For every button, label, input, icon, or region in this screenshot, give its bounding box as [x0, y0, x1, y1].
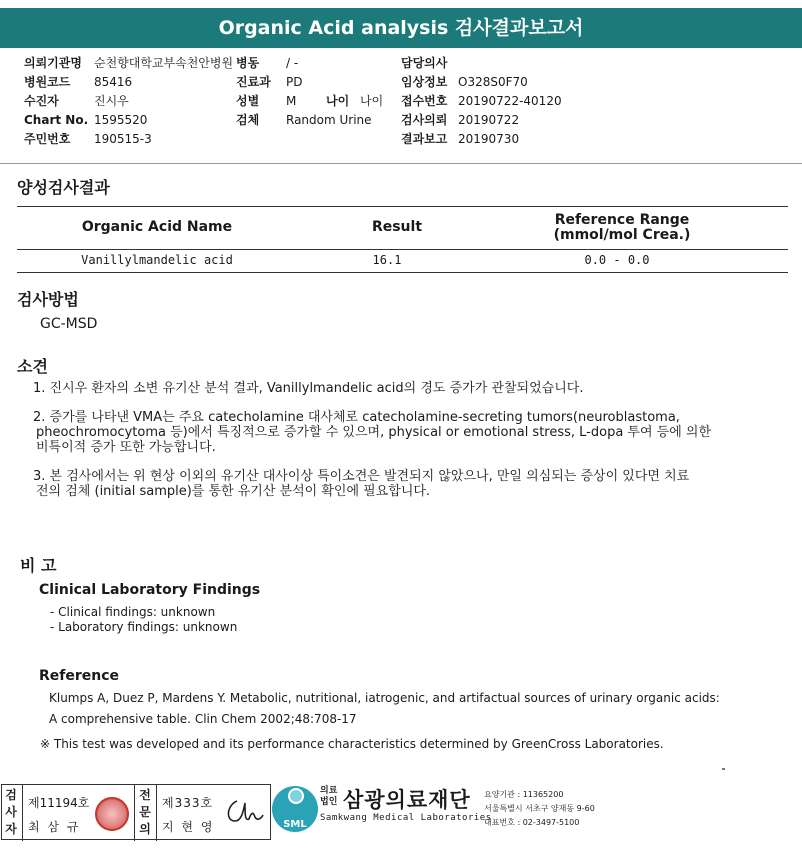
finding-item: [33, 469, 793, 499]
info-label: 검사의뢰: [401, 113, 448, 127]
reviewer-name: 지 현 영: [162, 820, 215, 834]
info-value: 나이: [360, 94, 384, 108]
info-value: 순천향대학교부속천안병원: [94, 56, 234, 70]
reviewer-label: [136, 787, 154, 838]
finding-item: [33, 381, 793, 396]
reviewer-label-text: 전 문 의: [139, 788, 151, 836]
info-label: 나이: [326, 94, 350, 108]
info-value: 85416: [94, 75, 133, 89]
info-value: O328S0F70: [458, 75, 528, 89]
info-label: 성별: [236, 94, 260, 108]
examiner-label-text: 검 사 자: [5, 788, 17, 836]
reference-line: Klumps A, Duez P, Mardens Y. Metabolic, nutritional, iatrogenic, and artifactual sources of urinary organic acids:: [49, 691, 720, 705]
table-rule: [17, 206, 788, 207]
column-header: Reference Range: [554, 212, 690, 228]
info-label: Chart No.: [24, 113, 89, 127]
findings-title: 소견: [17, 357, 48, 376]
info-label: 검체: [236, 113, 260, 127]
info-label: 진료과: [236, 75, 271, 89]
patient-info-right: [401, 54, 562, 149]
positive-results-title: 양성검사결과: [17, 178, 110, 197]
clinical-finding-item: - Clinical findings: unknown: [50, 605, 216, 619]
info-value: 20190722-40120: [458, 94, 562, 108]
seal-stamp-icon: [95, 797, 129, 831]
signature-icon: [223, 795, 265, 829]
finding-line: pheochromocytoma 등)에서 특징적으로 증가할 수 있으며, physical or emotional stress, L-dopa 투여 등에 의한: [36, 425, 712, 440]
examiner-name: 최 삼 규: [28, 820, 81, 834]
info-label: 담당의사: [401, 56, 448, 70]
logo-text: SML: [283, 819, 307, 830]
examiner-license: 제11194호: [28, 796, 90, 810]
box-divider: [22, 785, 23, 841]
info-value: / -: [286, 56, 299, 70]
finding-line: 2. 증가를 나타낸 VMA는 주요 catecholamine 대사체로 catecholamine-secreting tumors(neuroblastoma,: [33, 410, 680, 425]
reviewer-license: 제333호: [162, 796, 214, 810]
info-label: 접수번호: [401, 94, 448, 108]
table-cell-range: 0.0 - 0.0: [584, 253, 650, 267]
org-prefix: 의료법인: [320, 786, 338, 807]
table-rule: [17, 249, 788, 250]
finding-line: 1. 진시우 환자의 소변 유기산 분석 결과, Vanillylmandelic acid의 경도 증가가 관찰되었습니다.: [33, 381, 584, 396]
info-value: 190515-3: [94, 132, 152, 146]
info-value: Random Urine: [286, 113, 372, 127]
info-value: 20190730: [458, 132, 520, 146]
finding-line: 비특이적 증가 또한 가능합니다.: [36, 440, 216, 455]
method-value: GC-MSD: [40, 316, 98, 332]
signature-box: [1, 784, 271, 840]
info-value: M: [286, 94, 297, 108]
patient-info-left: [24, 54, 233, 149]
organization-name: 삼광의료재단: [343, 788, 471, 812]
info-value: PD: [286, 75, 303, 89]
clinical-findings-title: Clinical Laboratory Findings: [39, 582, 261, 598]
info-label: 결과보고: [401, 132, 448, 146]
remarks-title: 비 고: [20, 556, 57, 575]
footer: [0, 778, 802, 848]
examiner-label: [2, 787, 20, 838]
org-info-line: 대표번호 : 02-3497-5100: [484, 818, 580, 827]
column-header: Organic Acid Name: [81, 219, 233, 235]
box-divider: [134, 785, 135, 841]
finding-line: 전의 검체 (initial sample)를 통한 유기산 분석이 확인에 필요합니다.: [36, 484, 431, 499]
divider: [0, 163, 802, 164]
clinical-finding-item: - Laboratory findings: unknown: [50, 620, 238, 634]
finding-item: [33, 410, 793, 455]
table-cell-name: Vanillylmandelic acid: [81, 253, 233, 267]
disclaimer: ※ This test was developed and its performance characteristics determined by GreenCross Laboratories.: [40, 737, 664, 751]
finding-line: 3. 본 검사에서는 위 현상 이외의 유기산 대사이상 특이소견은 발견되지 않았으나, 만일 의심되는 증상이 있다면 치료: [33, 469, 690, 484]
org-info-line: 서울특별시 서초구 양재동 9-60: [484, 804, 595, 813]
column-header-unit: (mmol/mol Crea.): [553, 227, 691, 243]
info-label: 의뢰기관명: [24, 56, 82, 70]
info-label: 수진자: [24, 94, 59, 108]
method-title: 검사방법: [17, 290, 79, 309]
info-label: 병동: [236, 56, 260, 70]
table-rule: [17, 272, 788, 273]
reference-title: Reference: [39, 668, 120, 684]
info-label: 주민번호: [24, 132, 71, 146]
reference-line: A comprehensive table. Clin Chem 2002;48:708-17: [49, 712, 357, 726]
info-label: 병원코드: [24, 75, 71, 89]
patient-info-middle: [236, 54, 383, 130]
logo-figure-icon: [288, 788, 304, 804]
info-value: 진시우: [94, 94, 129, 108]
organization-english-name: Samkwang Medical Laboratories: [320, 813, 492, 823]
report-title: Organic Acid analysis 검사결과보고서: [0, 8, 802, 48]
column-header: Result: [371, 219, 423, 235]
info-value: 20190722: [458, 113, 520, 127]
table-cell-result: 16.1: [372, 253, 402, 267]
box-divider: [156, 785, 157, 841]
org-info-line: 요양기관 : 11365200: [484, 790, 564, 799]
info-value: 1595520: [94, 113, 148, 127]
page-mark: [722, 768, 725, 770]
info-label: 임상정보: [401, 75, 448, 89]
